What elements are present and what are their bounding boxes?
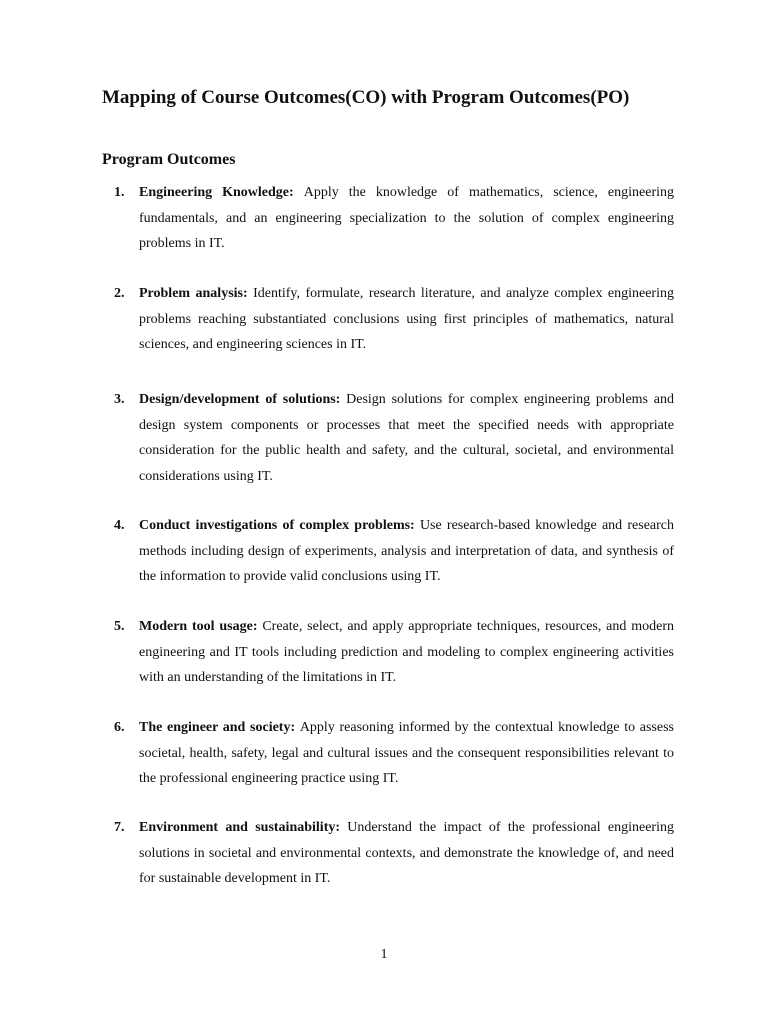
list-item xyxy=(114,281,674,358)
list-item-text: Design solutions for complex engineering problems and design system components or processes that meet the specified needs with appropriate consideration for the public health and safety, and the cultural, societal, and environmental considerations using IT. xyxy=(139,392,674,484)
list-item xyxy=(114,715,674,792)
list-item-body xyxy=(139,513,674,590)
list-item-body xyxy=(139,180,674,257)
list-item-number: 4. xyxy=(114,518,125,533)
list-item-text: Use research-based knowledge and research methods including design of experiments, analysis and interpretation of data, and synthesis of the information to provide valid conclusions using IT. xyxy=(139,518,674,584)
list-item-text: Create, select, and apply appropriate techniques, resources, and modern engineering and IT tools including prediction and modeling to complex engineering activities with an understanding of the limitations in IT. xyxy=(139,619,674,685)
list-item-number: 6. xyxy=(114,720,125,735)
list-item-number: 5. xyxy=(114,619,125,634)
list-item-text: Identify, formulate, research literature, and analyze complex engineering problems reaching substantiated conclusions using first principles of mathematics, natural sciences, and engineering sciences in IT. xyxy=(139,286,674,352)
list-item-body xyxy=(139,815,674,892)
list-item-label: The engineer and society: xyxy=(139,720,300,735)
list-item xyxy=(114,815,674,892)
list-item-text: Apply reasoning informed by the contextual knowledge to assess societal, health, safety, legal and cultural issues and the consequent responsibilities relevant to the professional engineering practice using IT. xyxy=(139,720,674,786)
list-item xyxy=(114,614,674,691)
list-item-label: Environment and sustainability: xyxy=(139,820,348,835)
list-item-body xyxy=(139,715,674,792)
list-item-body xyxy=(139,281,674,358)
list-item xyxy=(114,513,674,590)
list-item-number: 1. xyxy=(114,185,125,200)
list-item-text: Apply the knowledge of mathematics, science, engineering fundamentals, and an engineering specialization to the solution of complex engineering problems in IT. xyxy=(139,185,674,251)
list-item-body xyxy=(139,614,674,691)
list-item xyxy=(114,387,674,489)
list-item-label: Modern tool usage: xyxy=(139,619,263,634)
list-item-number: 2. xyxy=(114,286,125,301)
list-item-label: Design/development of solutions: xyxy=(139,392,347,407)
list-item-text: Understand the impact of the professional engineering solutions in societal and environmental contexts, and demonstrate the knowledge of, and need for sustainable development in IT. xyxy=(139,820,674,886)
list-item-number: 7. xyxy=(114,820,125,835)
list-item-label: Problem analysis: xyxy=(139,286,254,301)
list-item-label: Engineering Knowledge: xyxy=(139,185,304,200)
list-item xyxy=(114,180,674,257)
page-number: 1 xyxy=(380,947,388,962)
section-heading: Program Outcomes xyxy=(102,151,236,168)
list-item-label: Conduct investigations of complex problems: xyxy=(139,518,420,533)
list-item-number: 3. xyxy=(114,392,125,407)
list-item-body xyxy=(139,387,674,489)
page-title: Mapping of Course Outcomes(CO) with Program Outcomes(PO) xyxy=(102,87,630,108)
